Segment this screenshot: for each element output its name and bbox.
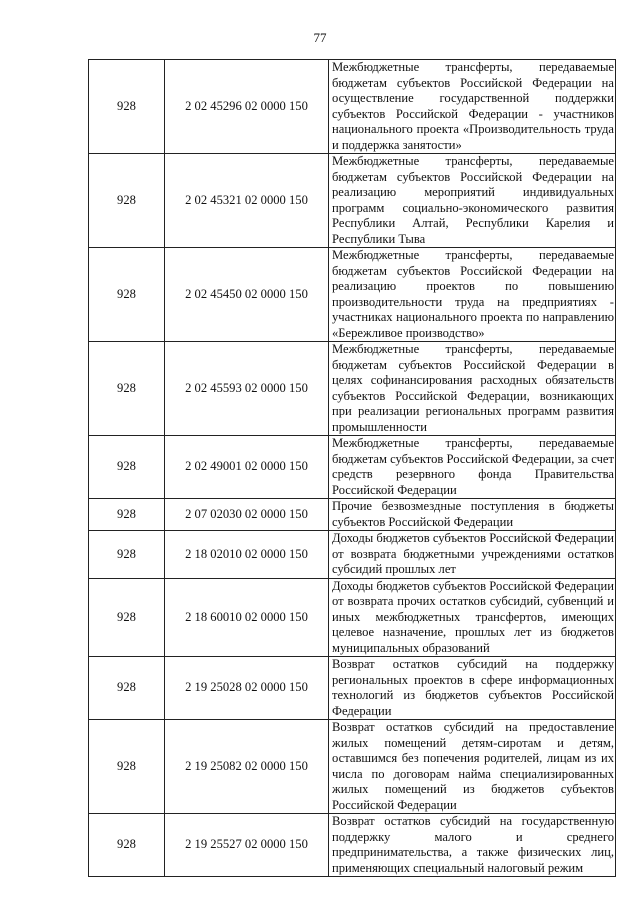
table-row bbox=[89, 814, 616, 877]
admin-code-cell: 928 bbox=[89, 657, 165, 720]
admin-code-cell: 928 bbox=[89, 436, 165, 499]
description-cell: Доходы бюджетов субъектов Российской Федерации от возврата бюджетными учреждениями остатков субсидий прошлых лет bbox=[329, 531, 616, 579]
budget-code-cell: 2 19 25527 02 0000 150 bbox=[165, 814, 329, 877]
admin-code-cell: 928 bbox=[89, 248, 165, 342]
budget-code-cell: 2 02 45593 02 0000 150 bbox=[165, 342, 329, 436]
table-row bbox=[89, 342, 616, 436]
description-cell: Доходы бюджетов субъектов Российской Федерации от возврата прочих остатков субсидий, субвенций и иных межбюджетных трансфертов, имеющих целевое назначение, прошлых лет из бюджетов муниципальных образований bbox=[329, 578, 616, 657]
admin-code-cell: 928 bbox=[89, 720, 165, 814]
description-cell: Межбюджетные трансферты, передаваемые бюджетам субъектов Российской Федерации на реализацию мероприятий индивидуальных программ социально-экономического развития Республики Алтай, Республики Карелия и Республики Тыва bbox=[329, 154, 616, 248]
table-row bbox=[89, 657, 616, 720]
admin-code-cell: 928 bbox=[89, 531, 165, 579]
description-cell: Межбюджетные трансферты, передаваемые бюджетам субъектов Российской Федерации на осуществление государственной поддержки субъектов Российской Федерации - участников национального проекта «Производительность труда и поддержка занятости» bbox=[329, 60, 616, 154]
budget-code-cell: 2 07 02030 02 0000 150 bbox=[165, 499, 329, 531]
budget-code-cell: 2 18 60010 02 0000 150 bbox=[165, 578, 329, 657]
budget-code-cell: 2 02 45321 02 0000 150 bbox=[165, 154, 329, 248]
budget-code-cell: 2 02 45296 02 0000 150 bbox=[165, 60, 329, 154]
description-cell: Возврат остатков субсидий на предоставление жилых помещений детям-сиротам и детям, оставшимся без попечения родителей, лицам из их числа по договорам найма специализированных жилых помещений из бюджетов субъектов Российской Федерации bbox=[329, 720, 616, 814]
admin-code-cell: 928 bbox=[89, 578, 165, 657]
description-cell: Возврат остатков субсидий на поддержку региональных проектов в сфере информационных технологий из бюджетов субъектов Российской Федерации bbox=[329, 657, 616, 720]
description-cell: Межбюджетные трансферты, передаваемые бюджетам субъектов Российской Федерации на реализацию проектов по повышению производительности труда на предприятиях - участниках национального проекта по направлению «Бережливое производство» bbox=[329, 248, 616, 342]
revenue-codes-table bbox=[88, 59, 616, 877]
table-row bbox=[89, 499, 616, 531]
description-cell: Межбюджетные трансферты, передаваемые бюджетам субъектов Российской Федерации в целях софинансирования расходных обязательств субъектов Российской Федерации, возникающих при реализации региональных программ развития промышленности bbox=[329, 342, 616, 436]
table-row bbox=[89, 154, 616, 248]
table-row bbox=[89, 248, 616, 342]
page-number: 77 bbox=[313, 30, 327, 45]
table-row bbox=[89, 436, 616, 499]
admin-code-cell: 928 bbox=[89, 342, 165, 436]
admin-code-cell: 928 bbox=[89, 154, 165, 248]
description-cell: Межбюджетные трансферты, передаваемые бюджетам субъектов Российской Федерации, за счет средств резервного фонда Правительства Российской Федерации bbox=[329, 436, 616, 499]
table-row bbox=[89, 60, 616, 154]
description-cell: Возврат остатков субсидий на государственную поддержку малого и среднего предпринимательства, а также физических лиц, применяющих специальный налоговый режим bbox=[329, 814, 616, 877]
budget-code-cell: 2 02 45450 02 0000 150 bbox=[165, 248, 329, 342]
table-row bbox=[89, 531, 616, 579]
budget-code-cell: 2 18 02010 02 0000 150 bbox=[165, 531, 329, 579]
budget-code-cell: 2 19 25082 02 0000 150 bbox=[165, 720, 329, 814]
admin-code-cell: 928 bbox=[89, 60, 165, 154]
description-cell: Прочие безвозмездные поступления в бюджеты субъектов Российской Федерации bbox=[329, 499, 616, 531]
budget-code-cell: 2 19 25028 02 0000 150 bbox=[165, 657, 329, 720]
admin-code-cell: 928 bbox=[89, 499, 165, 531]
table-row bbox=[89, 720, 616, 814]
budget-code-cell: 2 02 49001 02 0000 150 bbox=[165, 436, 329, 499]
admin-code-cell: 928 bbox=[89, 814, 165, 877]
table-row bbox=[89, 578, 616, 657]
